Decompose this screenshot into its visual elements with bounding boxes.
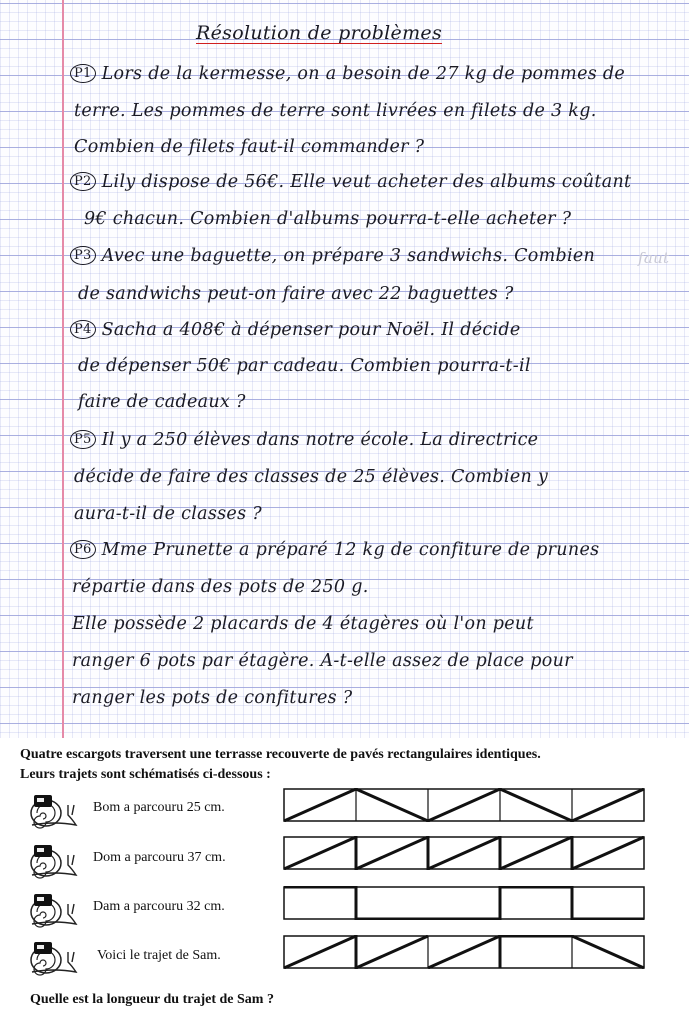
- snail-row-3-label: Dam a parcouru 32 cm.: [93, 899, 225, 914]
- printed-snail-exercise: [0, 738, 689, 1024]
- problem-4-line-1: P4 Sacha a 408€ à dépenser pour Noël. Il décide: [70, 320, 521, 340]
- problem-6-line-1: P6 Mme Prunette a préparé 12 kg de confiture de prunes: [70, 540, 599, 560]
- problem-2-line-1: P2 Lily dispose de 56€. Elle veut acheter des albums coûtant: [70, 172, 631, 192]
- dam-path-diagram: [283, 886, 645, 920]
- problem-6-tag: P6: [70, 540, 96, 559]
- snail-row-2-label: Dom a parcouru 37 cm.: [93, 850, 226, 865]
- problem-1-line-1: P1 Lors de la kermesse, on a besoin de 27 kg de pommes de: [70, 64, 625, 84]
- problem-1-line-3: Combien de filets faut-il commander ?: [74, 137, 425, 157]
- snail-icon: [28, 938, 80, 976]
- problem-6-line-4: ranger 6 pots par étagère. A-t-elle assez de place pour: [72, 651, 573, 671]
- problem-5-line-3: aura-t-il de classes ?: [74, 504, 262, 524]
- bom-path-diagram: [283, 788, 645, 822]
- snail-row-4-label: Voici le trajet de Sam.: [97, 948, 221, 963]
- faint-erased-word: faut: [638, 249, 670, 267]
- problem-3-line-2: de sandwichs peut-on faire avec 22 baguettes ?: [78, 284, 514, 304]
- problem-5-line-1: P5 Il y a 250 élèves dans notre école. La directrice: [70, 430, 538, 450]
- exercise-question: Quelle est la longueur du trajet de Sam ?: [30, 992, 274, 1007]
- problem-4-tag: P4: [70, 320, 96, 339]
- problem-6-line-5: ranger les pots de confitures ?: [72, 688, 353, 708]
- exercise-intro-2: Leurs trajets sont schématisés ci-dessous :: [20, 767, 271, 782]
- problem-6-line-2: répartie dans des pots de 250 g.: [72, 577, 369, 597]
- snail-icon: [28, 890, 80, 928]
- problem-3-line-1: P3 Avec une baguette, on prépare 3 sandwichs. Combien: [70, 246, 595, 266]
- problem-5-tag: P5: [70, 430, 96, 449]
- problem-1-tag: P1: [70, 64, 96, 83]
- sam-path-diagram: [283, 935, 645, 969]
- snail-icon: [28, 791, 80, 829]
- problem-4-line-3: faire de cadeaux ?: [78, 392, 246, 412]
- exercise-intro-1: Quatre escargots traversent une terrasse recouverte de pavés rectangulaires identiques.: [20, 747, 541, 762]
- page-title: Résolution de problèmes: [196, 22, 443, 44]
- problem-2-tag: P2: [70, 172, 96, 191]
- snail-row-1-label: Bom a parcouru 25 cm.: [93, 800, 225, 815]
- snail-icon: [28, 841, 80, 879]
- problem-2-line-2: 9€ chacun. Combien d'albums pourra-t-elle acheter ?: [84, 209, 572, 229]
- problem-1-line-2: terre. Les pommes de terre sont livrées en filets de 3 kg.: [74, 101, 597, 121]
- problem-5-line-2: décide de faire des classes de 25 élèves. Combien y: [74, 467, 549, 487]
- problem-3-tag: P3: [70, 246, 96, 265]
- problem-6-line-3: Elle possède 2 placards de 4 étagères où l'on peut: [72, 614, 534, 634]
- dom-path-diagram: [283, 836, 645, 870]
- problem-4-line-2: de dépenser 50€ par cadeau. Combien pourra-t-il: [78, 356, 531, 376]
